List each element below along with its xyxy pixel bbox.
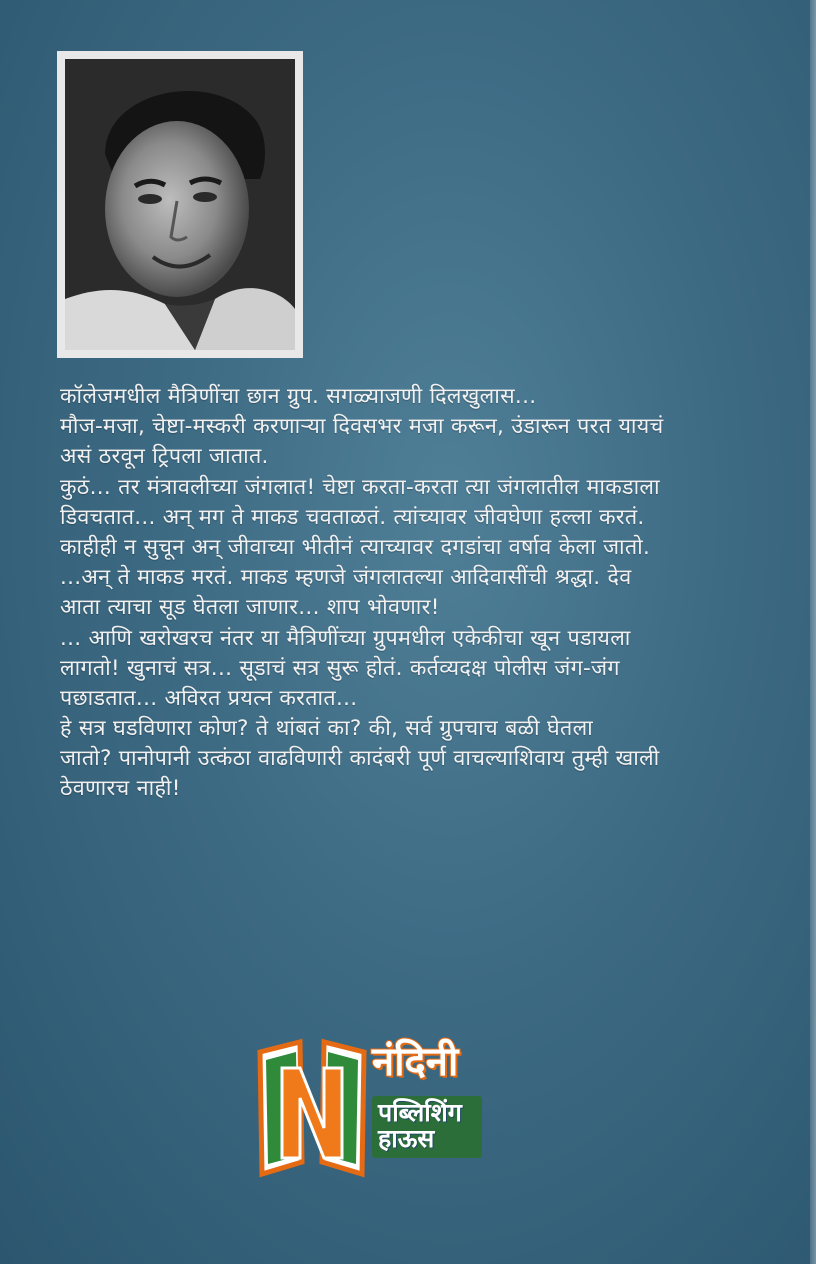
blurb-line: कुठं... तर मंत्रावलीच्या जंगलात! चेष्टा करता-करता त्या जंगलातील माकडाला — [60, 474, 660, 500]
publisher-line-publishing: पब्लिशिंग — [378, 1098, 462, 1127]
publisher-line-house: हाऊस — [378, 1124, 435, 1153]
blurb-line: लागतो! खुनाचं सत्र... सूडाचं सत्र सुरू होतं. कर्तव्यदक्ष पोलीस जंग-जंग — [60, 655, 620, 681]
blurb-line: हे सत्र घडविणारा कोण? ते थांबतं का? की, सर्व ग्रुपचाच बळी घेतला — [60, 716, 594, 742]
blurb-line: ...अन् ते माकड मरतं. माकड म्हणजे जंगलातल्या आदिवासींची श्रद्धा. देव — [60, 565, 632, 591]
publisher-logo — [252, 1038, 492, 1178]
blurb-line: जातो? पानोपानी उत्कंठा वाढविणारी कादंबरी पूर्ण वाचल्याशिवाय तुम्ही खाली — [60, 746, 660, 772]
blurb-line: ठेवणारच नाही! — [60, 776, 181, 802]
page-edge — [810, 0, 816, 1264]
author-portrait-graphic — [65, 59, 295, 350]
blurb-line: असं ठरवून ट्रिपला जातात. — [60, 444, 269, 470]
open-book-n-icon — [252, 1038, 372, 1178]
blurb-line: मौज-मजा, चेष्टा-मस्करी करणाऱ्या दिवसभर मजा करून, उंडारून परत यायचं — [60, 414, 664, 440]
blurb-line: आता त्याचा सूड घेतला जाणार... शाप भोवणार! — [60, 595, 440, 621]
blurb-line: डिवचतात... अन् मग ते माकड चवताळतं. त्यांच्यावर जीवघेणा हल्ला करतं. — [60, 504, 645, 530]
blurb-line: पछाडतात... अविरत प्रयत्न करतात... — [60, 685, 358, 711]
blurb-line: कॉलेजमधील मैत्रिणींचा छान ग्रुप. सगळ्याजणी दिलखुलास... — [60, 384, 537, 409]
author-photo-frame — [57, 51, 303, 358]
author-photo — [65, 59, 295, 350]
blurb-line: ... आणि खरोखरच नंतर या मैत्रिणींच्या ग्रुपमधील एकेकीचा खून पडायला — [60, 625, 631, 651]
back-cover-blurb — [60, 382, 760, 805]
blurb-line: काहीही न सुचून अन् जीवाच्या भीतीनं त्याच्यावर दगडांचा वर्षाव केला जातो. — [60, 534, 651, 560]
publisher-name: नंदिनी — [372, 1039, 459, 1085]
